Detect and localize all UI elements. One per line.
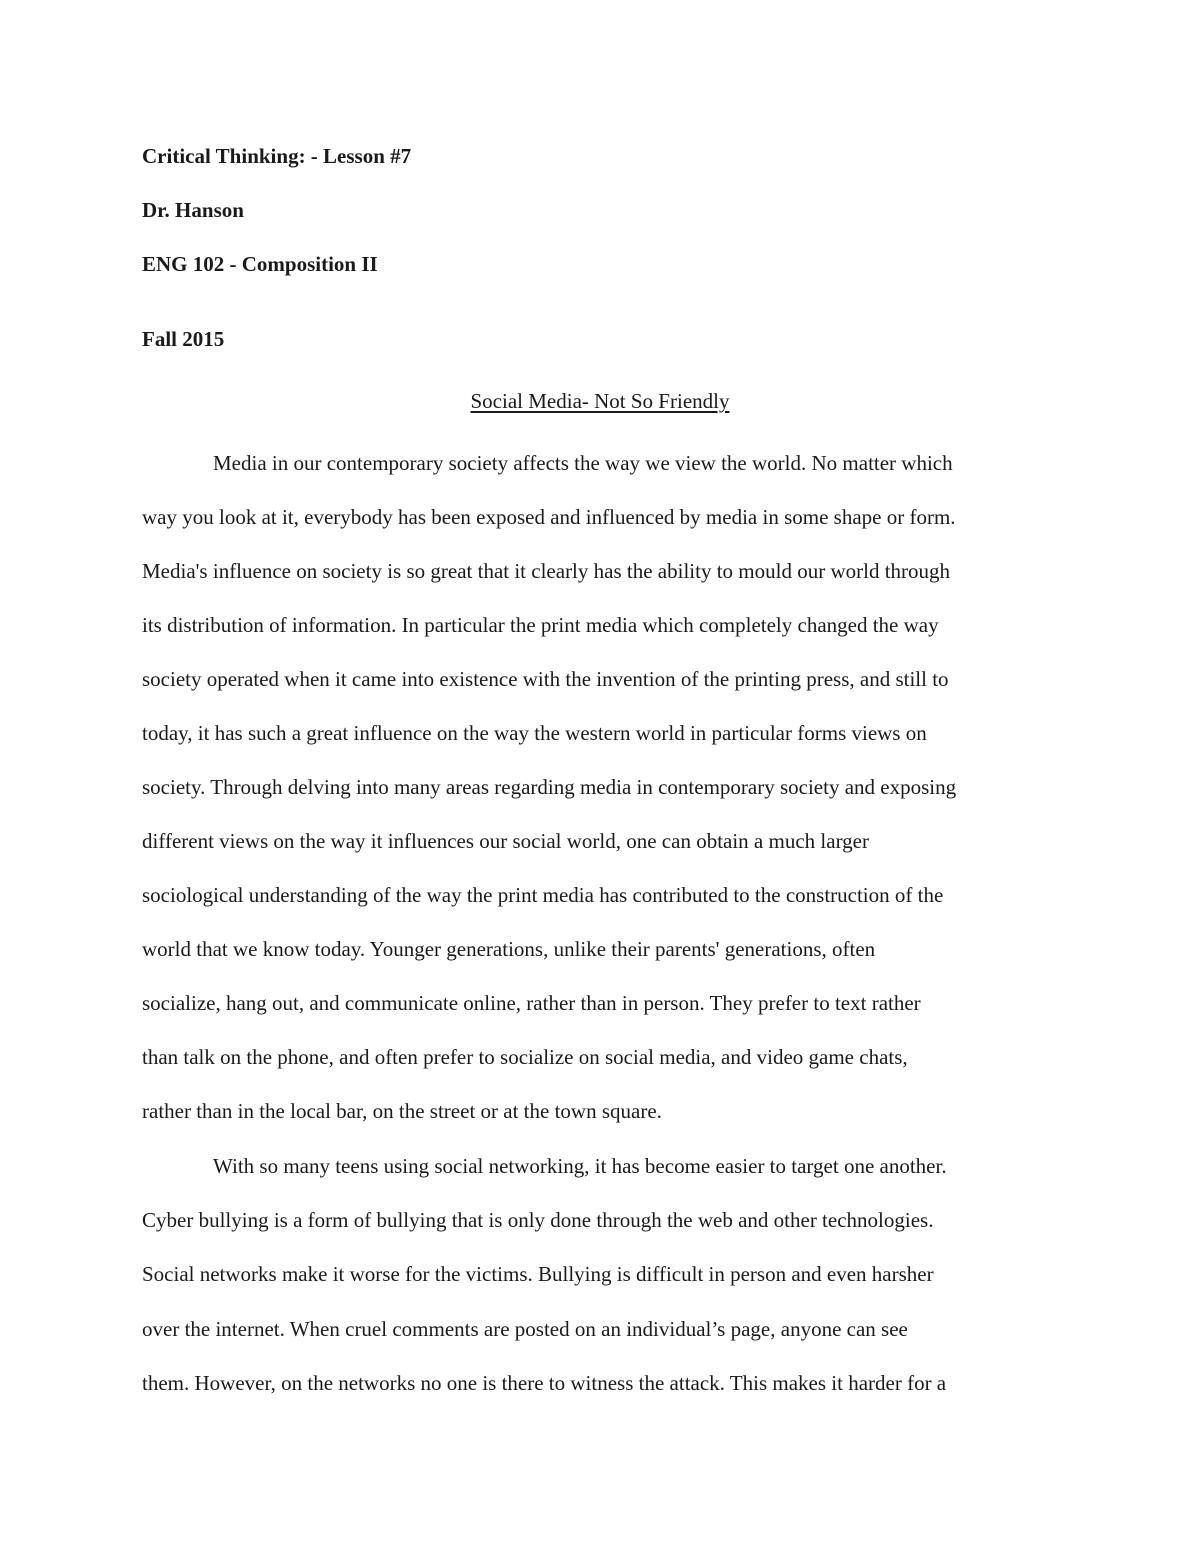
paragraph-line: them. However, on the networks no one is there to witness the attack. This makes it harder for a: [142, 1371, 947, 1395]
paragraph-line: society operated when it came into existence with the invention of the printing press, and still to: [142, 667, 949, 691]
paragraph-line: Cyber bullying is a form of bullying that is only done through the web and other technologies.: [142, 1208, 934, 1232]
paragraph-line: Social networks make it worse for the victims. Bullying is difficult in person and even harsher: [142, 1262, 934, 1286]
paragraph-line: With so many teens using social networking, it has become easier to target one another.: [213, 1154, 947, 1178]
term: Fall 2015: [142, 327, 225, 351]
paragraph-line: its distribution of information. In particular the print media which completely changed the way: [142, 613, 939, 637]
paragraph-line: Media in our contemporary society affects the way we view the world. No matter which: [213, 451, 953, 475]
paragraph-line: socialize, hang out, and communicate online, rather than in person. They prefer to text rather: [142, 991, 921, 1015]
paragraph-line: different views on the way it influences our social world, one can obtain a much larger: [142, 829, 869, 853]
paragraph-line: over the internet. When cruel comments are posted on an individual’s page, anyone can see: [142, 1317, 908, 1341]
course-title: Critical Thinking: - Lesson #7: [142, 144, 412, 168]
paragraph-line: society. Through delving into many areas regarding media in contemporary society and exposing: [142, 775, 957, 799]
essay-title: Social Media- Not So Friendly: [470, 389, 730, 413]
paragraph-line: sociological understanding of the way the print media has contributed to the construction of the: [142, 883, 944, 907]
course-name: ENG 102 - Composition II: [142, 252, 378, 276]
instructor-name: Dr. Hanson: [142, 198, 244, 222]
paragraph-line: Media's influence on society is so great that it clearly has the ability to mould our world through: [142, 559, 951, 583]
paragraph-line: way you look at it, everybody has been exposed and influenced by media in some shape or form.: [142, 505, 956, 529]
paragraph-line: rather than in the local bar, on the street or at the town square.: [142, 1099, 662, 1123]
paragraph-line: world that we know today. Younger generations, unlike their parents' generations, often: [142, 937, 876, 961]
paragraph-line: than talk on the phone, and often prefer to socialize on social media, and video game chats,: [142, 1045, 908, 1069]
paragraph-line: today, it has such a great influence on the way the western world in particular forms views on: [142, 721, 927, 745]
